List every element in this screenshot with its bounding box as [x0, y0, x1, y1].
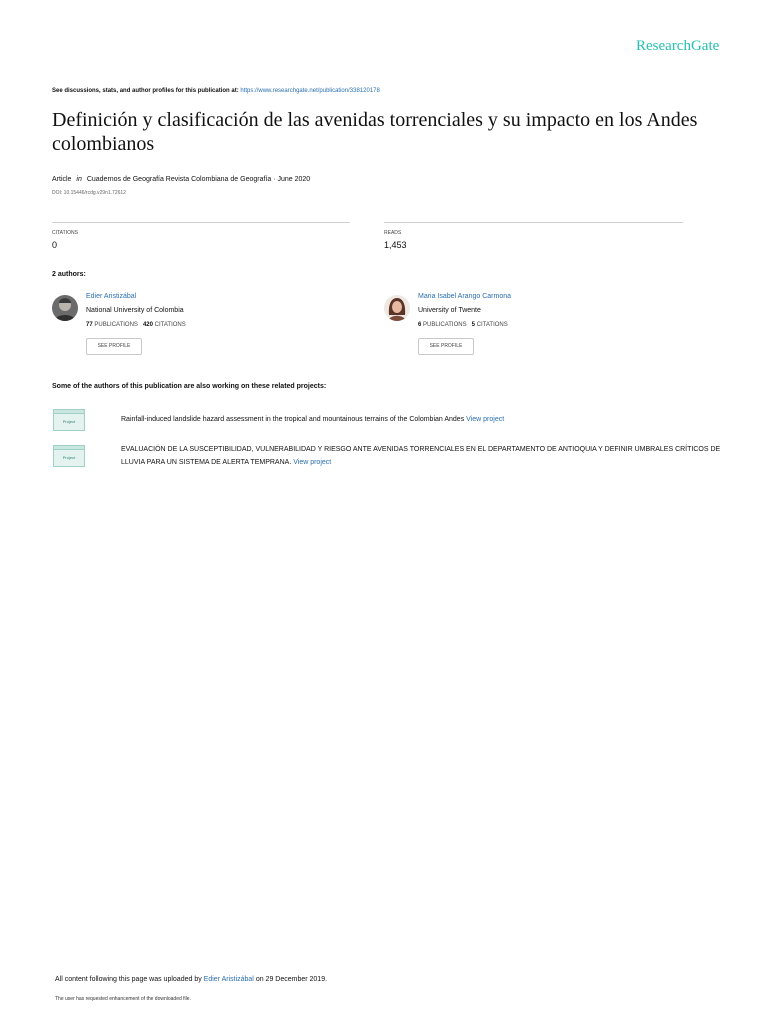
project-folder-icon[interactable]	[53, 445, 83, 465]
citations-label: CITATIONS	[154, 322, 186, 328]
publication-title: Definición y clasificación de las avenidas torrenciales y su impacto en los Andes colombianos	[52, 109, 698, 155]
uploader-link[interactable]: Edier Aristizábal	[203, 976, 254, 983]
author-stats	[86, 322, 186, 328]
project-folder-icon[interactable]	[53, 409, 83, 429]
author-name-link[interactable]: Maria Isabel Arango Carmona	[418, 293, 511, 300]
journal-name: Cuadernos de Geografía Revista Colombiana de Geografía · June 2020	[86, 176, 311, 183]
project-item	[121, 413, 721, 426]
project-icon-label: Project	[53, 449, 85, 467]
author-card	[384, 293, 684, 357]
author-institution: National University of Colombia	[86, 307, 184, 314]
related-projects-heading: Some of the authors of this publication are also working on these related projects:	[52, 383, 327, 390]
divider-reads	[384, 222, 683, 223]
researchgate-logo[interactable]: ResearchGate	[636, 38, 720, 54]
publications-label: PUBLICATIONS	[423, 322, 467, 328]
citations-label: CITATIONS	[52, 230, 78, 236]
publication-type: Article	[52, 176, 72, 183]
author-card	[52, 293, 352, 357]
citations-count: 420	[142, 322, 153, 328]
see-profile-button[interactable]: SEE PROFILE	[418, 338, 474, 355]
reads-label: READS	[384, 230, 402, 236]
upload-prefix: All content following this page was uploaded by	[55, 976, 202, 983]
author-stats	[418, 322, 508, 328]
enhancement-note: The user has requested enhancement of the downloaded file.	[55, 996, 191, 1002]
discussion-label: See discussions, stats, and author profiles for this publication at:	[52, 88, 239, 94]
discussion-line	[52, 88, 380, 94]
project-title: EVALUACIÓN DE LA SUSCEPTIBILIDAD, VULNERABILIDAD Y RIESGO ANTE AVENIDAS TORRENCIALES EN EL DEPARTAMENTO DE ANTIOQUIA Y DEFINIR UMBRALES CRÍTICOS DE LLUVIA PARA UN SISTEMA DE ALERTA TEMPRANA.	[121, 446, 721, 466]
upload-note	[55, 976, 327, 983]
view-project-link[interactable]: View project	[466, 416, 505, 423]
publication-meta	[52, 176, 310, 183]
author-name-link[interactable]: Edier Aristizábal	[86, 293, 137, 300]
citations-label: CITATIONS	[476, 322, 508, 328]
project-icon-label: Project	[53, 413, 85, 431]
publications-count: 77	[86, 322, 93, 328]
publication-in: in	[76, 176, 82, 183]
publications-label: PUBLICATIONS	[94, 322, 138, 328]
publication-url-link[interactable]: https://www.researchgate.net/publication/338120178	[240, 88, 380, 94]
divider-citations	[52, 222, 350, 223]
avatar[interactable]	[52, 295, 78, 321]
publications-count: 6	[418, 322, 422, 328]
see-profile-button[interactable]: SEE PROFILE	[86, 338, 142, 355]
citations-count: 5	[471, 322, 475, 328]
project-item	[121, 443, 721, 469]
project-title: Rainfall-induced landslide hazard assessment in the tropical and mountainous terrains of the Colombian Andes	[121, 416, 465, 423]
upload-suffix: on 29 December 2019.	[255, 976, 328, 983]
doi: DOI: 10.15446/rcdg.v29n1.72612	[52, 190, 126, 196]
author-institution: University of Twente	[418, 307, 481, 314]
reads-value: 1,453	[384, 240, 407, 250]
citations-value: 0	[52, 240, 58, 250]
authors-heading: 2 authors:	[52, 271, 86, 278]
avatar[interactable]	[384, 295, 410, 321]
view-project-link[interactable]: View project	[293, 459, 332, 466]
